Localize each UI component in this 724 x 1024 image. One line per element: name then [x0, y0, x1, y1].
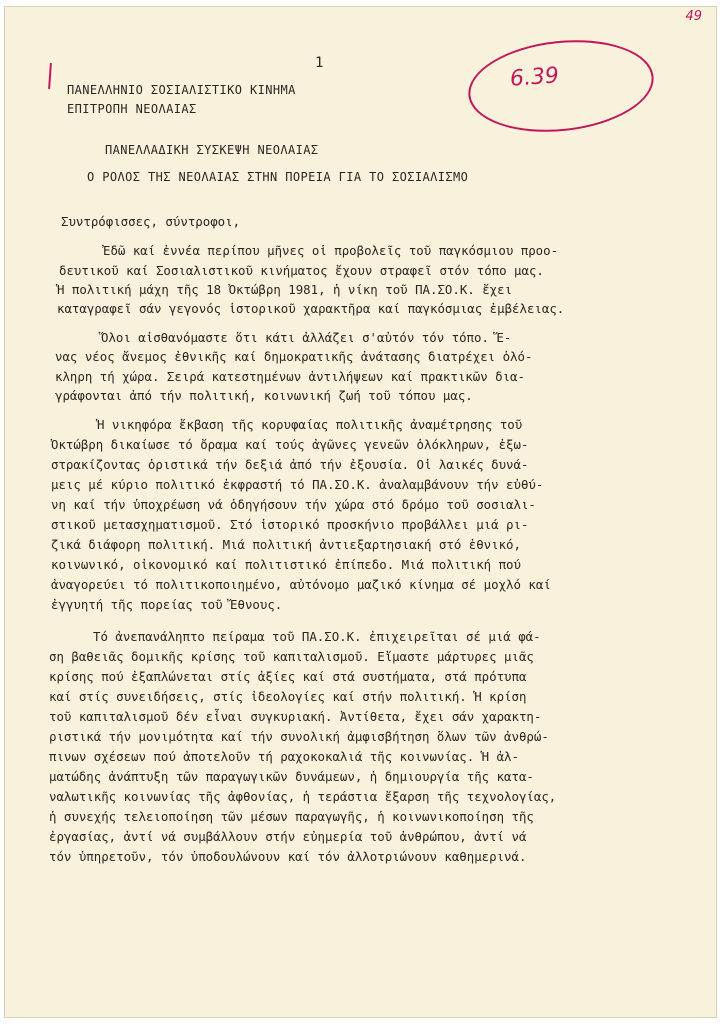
body-line: Ἡ πολιτική μάχη τῆς 18 Ὀκτώβρη 1981, ἡ νίκη τοῦ ΠΑ.ΣΟ.Κ. ἔχει: [57, 282, 513, 297]
body-line: καί στίς συνειδήσεις, στίς ἰδεολογίες καί στήν πολιτική. Ἡ κρίση: [49, 689, 527, 704]
body-line: ση βαθειᾶς δομικῆς κρίσης τοῦ καπιταλισμοῦ. Εἴμαστε μάρτυρες μιᾶς: [49, 649, 534, 664]
body-line: κληρη τή χώρα. Σειρά κατεστημένων ἀντιλήψεων καί πρακτικῶν δια-: [55, 369, 525, 384]
body-line: μεις μέ κύριο πολιτικό ἐκφραστή τό ΠΑ.ΣΟ.Κ. ἀναλαμβάνουν τήν εὐθύ-: [51, 477, 544, 492]
body-line: ἡ συνεχής τελειοποίηση τῶν μέσων παραγωγῆς, ἡ κοινωνικοποίηση τῆς: [49, 809, 534, 824]
corner-page-mark: 49: [685, 9, 702, 24]
handwritten-annotation-text: 6.39: [509, 63, 560, 92]
header-committee: ΕΠΙΤΡΟΠΗ ΝΕΟΛΑΙΑΣ: [67, 102, 197, 116]
body-line: ναλωτικῆς κοινωνίας τῆς ἀφθονίας, ἡ τεράστια ἔξαρση τῆς τεχνολογίας,: [49, 789, 557, 804]
body-line: κοινωνικό, οἰκονομικό καί πολιτιστικό ἐπίπεδο. Μιά πολιτική πού: [51, 557, 521, 572]
body-line: Ὀκτώβρη δικαίωσε τό ὄραμα καί τούς ἀγῶνες γενεῶν ὁλόκληρων, ἐξω-: [51, 437, 529, 452]
body-line: καταγραφεῖ σάν γεγονός ἱστορικοῦ χαρακτῆρα καί παγκόσμιας ἐμβέλειας.: [57, 301, 565, 316]
title-line-1: ΠΑΝΕΛΛΑΔΙΚΗ ΣΥΣΚΕΨΗ ΝΕΟΛΑΙΑΣ: [105, 143, 319, 157]
page-number: 1: [315, 55, 324, 71]
header-org: ΠΑΝΕΛΛΗΝΙΟ ΣΟΣΙΑΛΙΣΤΙΚΟ ΚΙΝΗΜΑ: [67, 83, 296, 97]
body-line: γράφονται ἀπό τήν πολιτική, κοινωνική ζωή τοῦ τόπου μας.: [55, 388, 473, 403]
body-line: νας νέος ἄνεμος ἐθνικῆς καί δημοκρατικῆς ἀνάτασης διατρέχει ὁλό-: [55, 349, 533, 364]
body-line: ζικά διάφορη πολιτική. Μιά πολιτική ἀντιεξαρτησιακή στό ἐθνικό,: [51, 537, 521, 552]
body-line: ριστικά τήν μονιμότητα καί τήν συνολική ἀμφισβήτηση ὅλων τῶν ἀνθρώ-: [49, 729, 549, 744]
body-line: ἀναγορεύει τό πολιτικοποιημένο, αὐτόνομο μαζικό κίνημα σέ μοχλό καί: [51, 577, 551, 592]
body-line: ἐργασίας, ἀντί νά συμβάλλουν στήν εὐημερία τοῦ ἀνθρώπου, ἀντί νά: [49, 829, 527, 844]
title-line-2: Ο ΡΟΛΟΣ ΤΗΣ ΝΕΟΛΑΙΑΣ ΣΤΗΝ ΠΟΡΕΙΑ ΓΙΑ ΤΟ ΣΟΣΙΑΛΙΣΜΟ: [87, 170, 469, 184]
body-line: κρίσης πού ἐξαπλώνεται στίς ἀξίες καί στά συστήματα, στά πρότυπα: [49, 669, 527, 684]
handwritten-circle-annotation: [464, 32, 658, 141]
body-line: τοῦ καπιταλισμοῦ δέν εἶναι συγκυριακή. Ἀντίθετα, ἔχει σάν χαρακτη-: [49, 709, 542, 724]
salutation: Συντρόφισσες, σύντροφοι,: [61, 214, 241, 229]
body-line: πινων σχέσεων πού ἀποτελοῦν τή ραχοκοκαλιά τῆς κοινωνίας. Ἡ ἀλ-: [49, 749, 519, 764]
body-line: τόν ὑπηρετοῦν, τόν ὑποδουλώνουν καί τόν ἀλλοτριώνουν καθημερινά.: [49, 849, 527, 864]
body-line: Ὅλοι αἰσθανόμαστε ὅτι κάτι ἀλλάζει σ'αὐτόν τόν τόπο. Ἕ-: [101, 330, 512, 345]
body-line: στρακίζοντας ὁριστικά τήν δεξιά ἀπό τήν ἐξουσία. Οἱ λαικές δυνά-: [51, 457, 529, 472]
body-line: ματώδης ἀνάπτυξη τῶν παραγωγικῶν δυνάμεων, ἡ δημιουργία τῆς κατα-: [49, 769, 534, 784]
body-line: Ἡ νικηφόρα ἔκβαση τῆς κορυφαίας πολιτικῆς ἀναμέτρησης τοῦ: [97, 417, 523, 432]
margin-pen-mark: [48, 63, 52, 89]
body-line: Ἐδῶ καί ἐννέα περίπου μῆνες οἱ προβολεῖς τοῦ παγκόσμιου προο-: [103, 243, 559, 258]
body-line: ἐγγυητή τῆς πορείας τοῦ Ἔθνους.: [51, 597, 283, 612]
body-line: νη καί τήν ὑποχρέωση νά ὁδηγήσουν τήν χώρα στό δρόμο τοῦ σοσιαλι-: [51, 497, 536, 512]
body-line: δευτικοῦ καί Σοσιαλιστικοῦ κινήματος ἔχουν στραφεῖ στόν τόπο μας.: [59, 263, 544, 278]
document-page: [4, 6, 717, 1018]
body-line: στικοῦ μετασχηματισμοῦ. Στό ἱστορικό προσκήνιο προβάλλει μιά ρι-: [51, 517, 529, 532]
body-line: Τό ἀνεπανάληπτο πείραμα τοῦ ΠΑ.ΣΟ.Κ. ἐπιχειρεῖται σέ μιά φά-: [93, 629, 541, 644]
